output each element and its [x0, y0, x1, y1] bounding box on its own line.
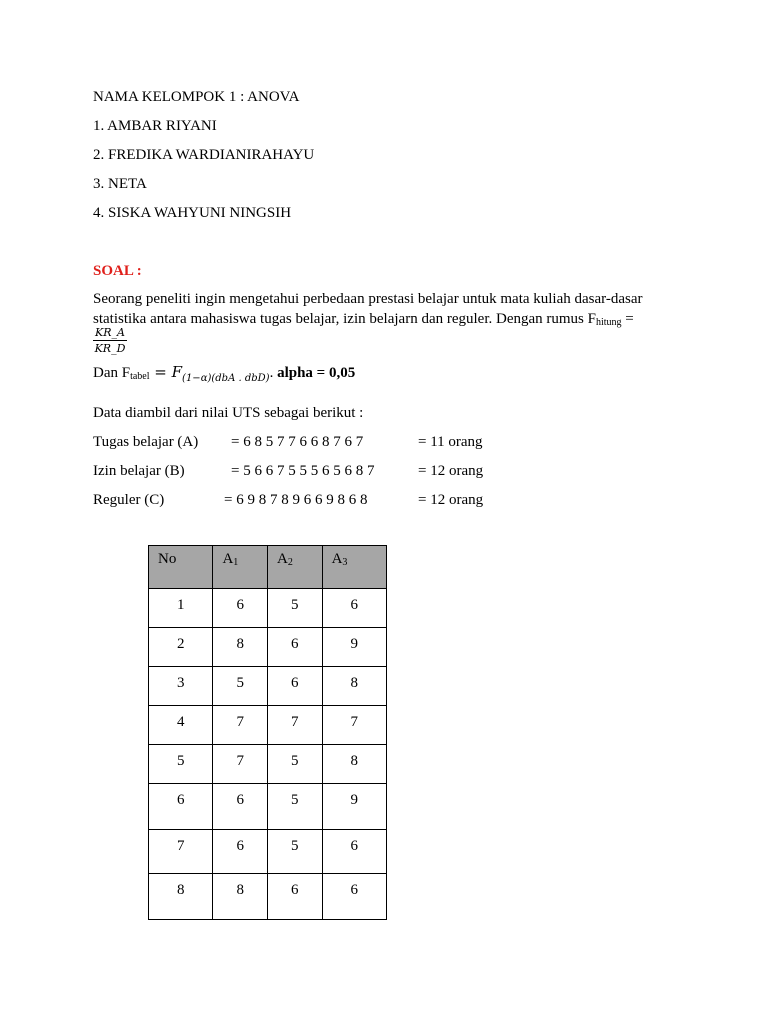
alpha-value: alpha = 0,05: [277, 365, 356, 381]
member-2: 2. FREDIKA WARDIANIRAHAYU: [93, 147, 315, 163]
data-intro: Data diambil dari nilai UTS sebagai berikut :: [93, 405, 364, 421]
group-title: NAMA KELOMPOK 1 : ANOVA: [93, 89, 300, 105]
table-row: 8 8 6 6: [149, 874, 387, 920]
problem-paragraph: [93, 289, 693, 333]
scores-table: [148, 545, 387, 920]
table-row: 3 5 6 8: [149, 667, 387, 706]
header-a2: $A_2$: [268, 546, 323, 589]
member-3: 3. NETA: [93, 176, 147, 192]
data-row-c: Reguler (C) = 6 9 8 7 8 9 6 6 9 8 6 8 = 12 orang: [93, 492, 484, 508]
ftabel-line: Dan $F_{tabel} = F_{(1-\alpha)(dbA . dbD)}$. alpha = 0,05: [93, 363, 356, 384]
header-no: No: [149, 546, 213, 589]
member-4: 4. SISKA WAHYUNI NINGSIH: [93, 205, 292, 221]
table-row: 5 7 5 8: [149, 745, 387, 784]
table-row: 6 6 5 9: [149, 784, 387, 830]
table-row: 2 8 6 9: [149, 628, 387, 667]
f-hitung-subscript: hitung: [595, 317, 622, 328]
data-row-a: Tugas belajar (A) = 6 8 5 7 7 6 6 8 7 6 7 = 11 orang: [93, 434, 483, 450]
problem-line-2: statistika antara mahasiswa tugas belajar, izin belajarn dan reguler. Dengan rumus $F_{hitung}$ =: [93, 311, 634, 328]
table-header-row: [149, 546, 387, 589]
fraction-numerator: KR_A: [95, 326, 125, 339]
data-row-b: Izin belajar (B) = 5 6 6 7 5 5 5 6 5 6 8 7 = 12 orang: [93, 463, 484, 479]
table-row: 1 6 5 6: [149, 589, 387, 628]
header-a1: $A_1$: [213, 546, 268, 589]
problem-line-1: Seorang peneliti ingin mengetahui perbedaan prestasi belajar untuk mata kuliah dasar-dasar: [93, 291, 643, 307]
fraction-kra-krd: [93, 326, 127, 355]
table-row: 7 6 5 6: [149, 830, 387, 874]
header-a3: $A_3$: [322, 546, 386, 589]
soal-label: SOAL :: [93, 263, 142, 279]
member-1: 1. AMBAR RIYANI: [93, 118, 217, 134]
table-row: 4 7 7 7: [149, 706, 387, 745]
fraction-denominator: KR_D: [94, 342, 126, 355]
